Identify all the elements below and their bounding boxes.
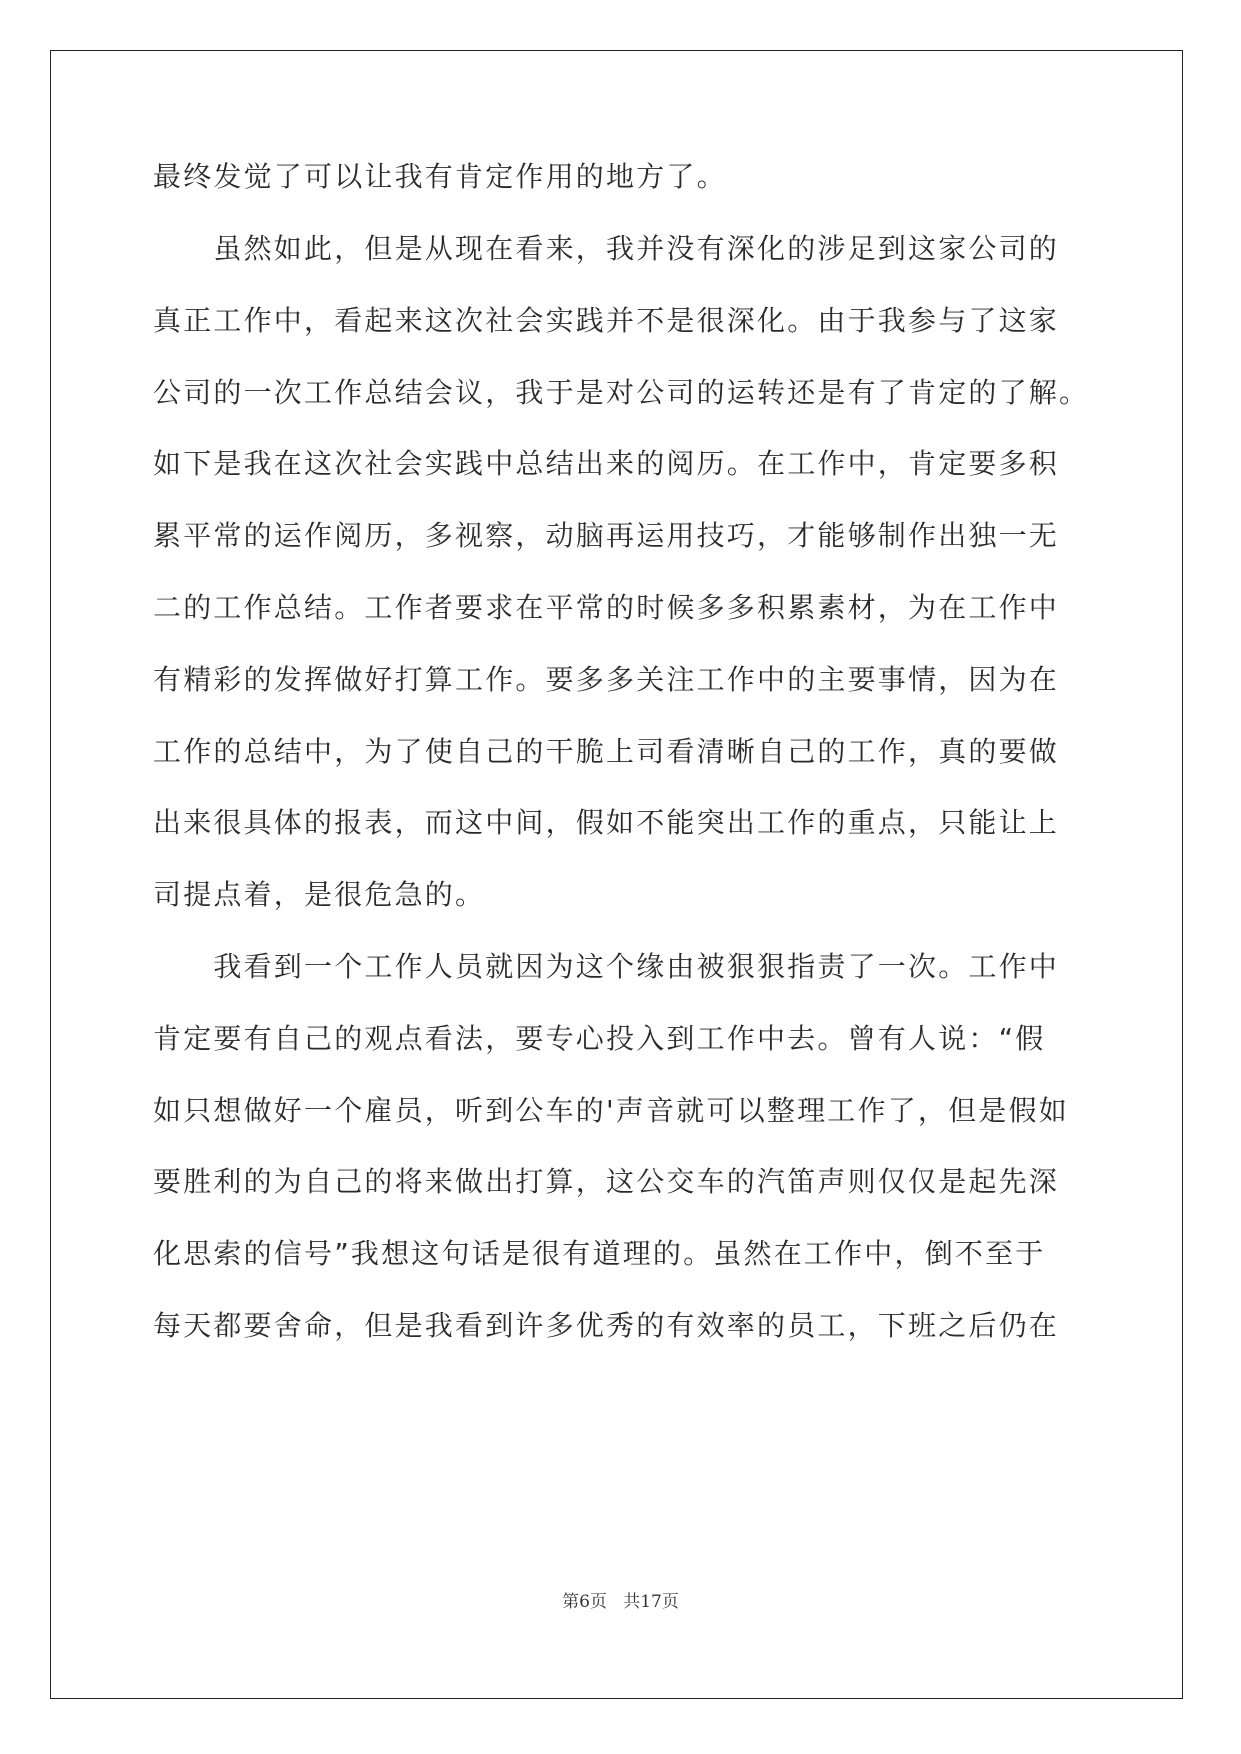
text-line: 如下是我在这次社会实践中总结出来的阅历。在工作中，肯定要多积 [153, 447, 1060, 480]
text-line: 我看到一个工作人员就因为这个缘由被狠狠指责了一次。工作中 [153, 950, 1060, 983]
text-line: 每天都要舍命，但是我看到许多优秀的有效率的员工，下班之后仍在 [153, 1309, 1060, 1342]
page-footer [0, 1591, 1241, 1613]
text-line: 真正工作中，看起来这次社会实践并不是很深化。由于我参与了这家 [153, 304, 1060, 337]
text-line: 如只想做好一个雇员，听到公车的'声音就可以整理工作了，但是假如 [153, 1094, 1069, 1127]
text-line: 肯定要有自己的观点看法，要专心投入到工作中去。曾有人说：“假 [153, 1022, 1046, 1055]
page-total: 共17页 [623, 1592, 679, 1612]
text-line: 出来很具体的报表，而这中间，假如不能突出工作的重点，只能让上 [153, 806, 1060, 839]
text-line: 累平常的运作阅历，多视察，动脑再运用技巧，才能够制作出独一无 [153, 519, 1060, 552]
text-line: 工作的总结中，为了使自己的干脆上司看清晰自己的工作，真的要做 [153, 735, 1060, 768]
text-line: 公司的一次工作总结会议，我于是对公司的运转还是有了肯定的了解。 [153, 376, 1090, 409]
text-line: 要胜利的为自己的将来做出打算，这公交车的汽笛声则仅仅是起先深 [153, 1165, 1060, 1198]
text-line: 二的工作总结。工作者要求在平常的时候多多积累素材，为在工作中 [153, 591, 1060, 624]
text-line: 虽然如此，但是从现在看来，我并没有深化的涉足到这家公司的 [153, 232, 1060, 265]
text-line: 最终发觉了可以让我有肯定作用的地方了。 [153, 160, 727, 193]
text-line: 有精彩的发挥做好打算工作。要多多关注工作中的主要事情，因为在 [153, 663, 1060, 696]
text-line: 司提点着，是很危急的。 [153, 878, 486, 911]
text-line: 化思索的信号”我想这句话是很有道理的。虽然在工作中，倒不至于 [153, 1237, 1046, 1270]
page-number: 第6页 [562, 1592, 607, 1612]
